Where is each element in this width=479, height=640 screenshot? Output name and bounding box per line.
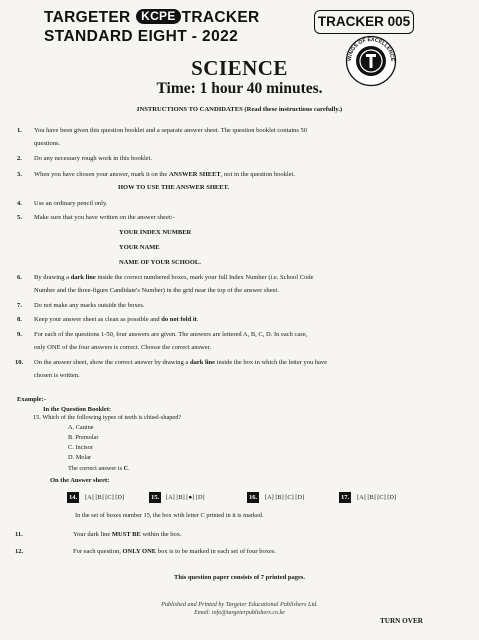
correct-answer-note: The correct answer is C. <box>68 465 130 472</box>
paper-code-badge: TRACKER 005 <box>314 10 414 34</box>
item-number: 9. <box>17 331 22 338</box>
instruction-text: By drawing a dark line inside the correct numbered boxes, mark your full Index Number (i.e. School Code <box>34 274 314 281</box>
item-number: 12. <box>15 548 24 555</box>
instruction-text: For each of the questions 1-50, four answers are given. The answers are lettered A, B, C, D. In each case, <box>34 331 308 338</box>
item-number: 2. <box>17 155 22 162</box>
brand-title <box>44 9 260 27</box>
field-index-number: YOUR INDEX NUMBER <box>119 229 192 236</box>
field-school: NAME OF YOUR SCHOOL. <box>119 259 201 266</box>
answer-options: [A] [B] [C] [D] <box>265 494 304 501</box>
instruction-text: Your dark line MUST BE within the box. <box>73 531 182 538</box>
field-name: YOUR NAME <box>119 244 160 251</box>
publisher-email: Email: info@targeterpublishers.co.ke <box>194 610 285 616</box>
question-number-box: 15. <box>151 494 160 501</box>
item-number: 3. <box>17 171 22 178</box>
standard-year: STANDARD EIGHT - 2022 <box>44 28 239 45</box>
kcpe-pill: KCPE <box>136 9 181 24</box>
example-question: 15. Which of the following types of teeth is chisel-shaped? <box>33 414 182 421</box>
instructions-heading: INSTRUCTIONS TO CANDIDATES (Read these instructions carefully.) <box>136 106 343 113</box>
answer-sheet-subheading: HOW TO USE THE ANSWER SHEET. <box>118 184 230 191</box>
instruction-text: chosen is written. <box>34 372 80 379</box>
option-c: C. Incisor <box>68 444 93 451</box>
item-number: 1. <box>17 127 22 134</box>
instruction-text: questions. <box>34 140 61 147</box>
item-number: 5. <box>17 214 22 221</box>
answer-sheet-sample <box>0 492 479 506</box>
brand-left-text: TARGETER <box>44 9 131 26</box>
instruction-text: For each question, ONLY ONE box is to be marked in each set of four boxes. <box>73 548 276 555</box>
item-number: 8. <box>17 316 22 323</box>
option-a: A. Canine <box>68 424 94 431</box>
instruction-text: Number and the three-figure Candidate's Number) in the grid near the top of the answer sheet. <box>34 287 279 294</box>
answer-options: [A] [B] [C] [D] <box>357 494 396 501</box>
option-d: D. Molar <box>68 454 92 461</box>
item-number: 7. <box>17 302 22 309</box>
item-number: 6. <box>17 274 22 281</box>
subject-title: SCIENCE <box>191 56 288 80</box>
instruction-text: When you have chosen your answer, mark it on the ANSWER SHEET, not in the question booklet. <box>34 171 295 178</box>
logo-ring-text: WINGS OF EXCELLENCE <box>346 36 396 62</box>
answer-options-marked: [A] [B] [●] [D] <box>166 494 205 501</box>
item-number: 4. <box>17 200 22 207</box>
answer-sheet-heading: On the Answer sheet: <box>50 477 110 484</box>
question-number-box: 14. <box>69 494 78 501</box>
booklet-heading: In the Question Booklet: <box>43 406 112 413</box>
marked-box-explanation: In the set of boxes number 15, the box with letter C printed in it is marked. <box>75 512 264 519</box>
instruction-text: Keep your answer sheet as clean as possible and do not fold it. <box>34 316 199 323</box>
instruction-text: You have been given this question booklet and a separate answer sheet. The question booklet contains 50 <box>34 127 308 134</box>
instruction-text: Make sure that you have written on the answer sheet:- <box>34 214 175 221</box>
example-label: Example:- <box>17 396 46 403</box>
instruction-text: Do not make any marks outside the boxes. <box>34 302 145 309</box>
item-number: 10. <box>15 359 24 366</box>
question-number-box: 17. <box>341 494 350 501</box>
turn-over-label: TURN OVER <box>380 617 423 625</box>
instruction-text: Use an ordinary pencil only. <box>34 200 108 207</box>
publisher-line: Published and Printed by Targeter Educational Publishers Ltd. <box>161 601 318 608</box>
answer-options: [A] [B] [C] [D] <box>85 494 124 501</box>
option-b: B. Premolar <box>68 434 99 441</box>
brand-right-text: TRACKER <box>181 9 260 26</box>
time-allowed: Time: 1 hour 40 minutes. <box>156 80 323 97</box>
instruction-text: only ONE of the four answers is correct. Choose the correct answer. <box>34 344 212 351</box>
instruction-text: Do any necessary rough work in this booklet. <box>34 155 153 162</box>
item-number: 11. <box>15 531 23 538</box>
instruction-text: On the answer sheet, show the correct answer by drawing a dark line inside the box in which the letter you have <box>34 359 328 366</box>
printed-pages-note: This question paper consists of 7 printed pages. <box>174 574 305 581</box>
question-number-box: 16. <box>249 494 258 501</box>
